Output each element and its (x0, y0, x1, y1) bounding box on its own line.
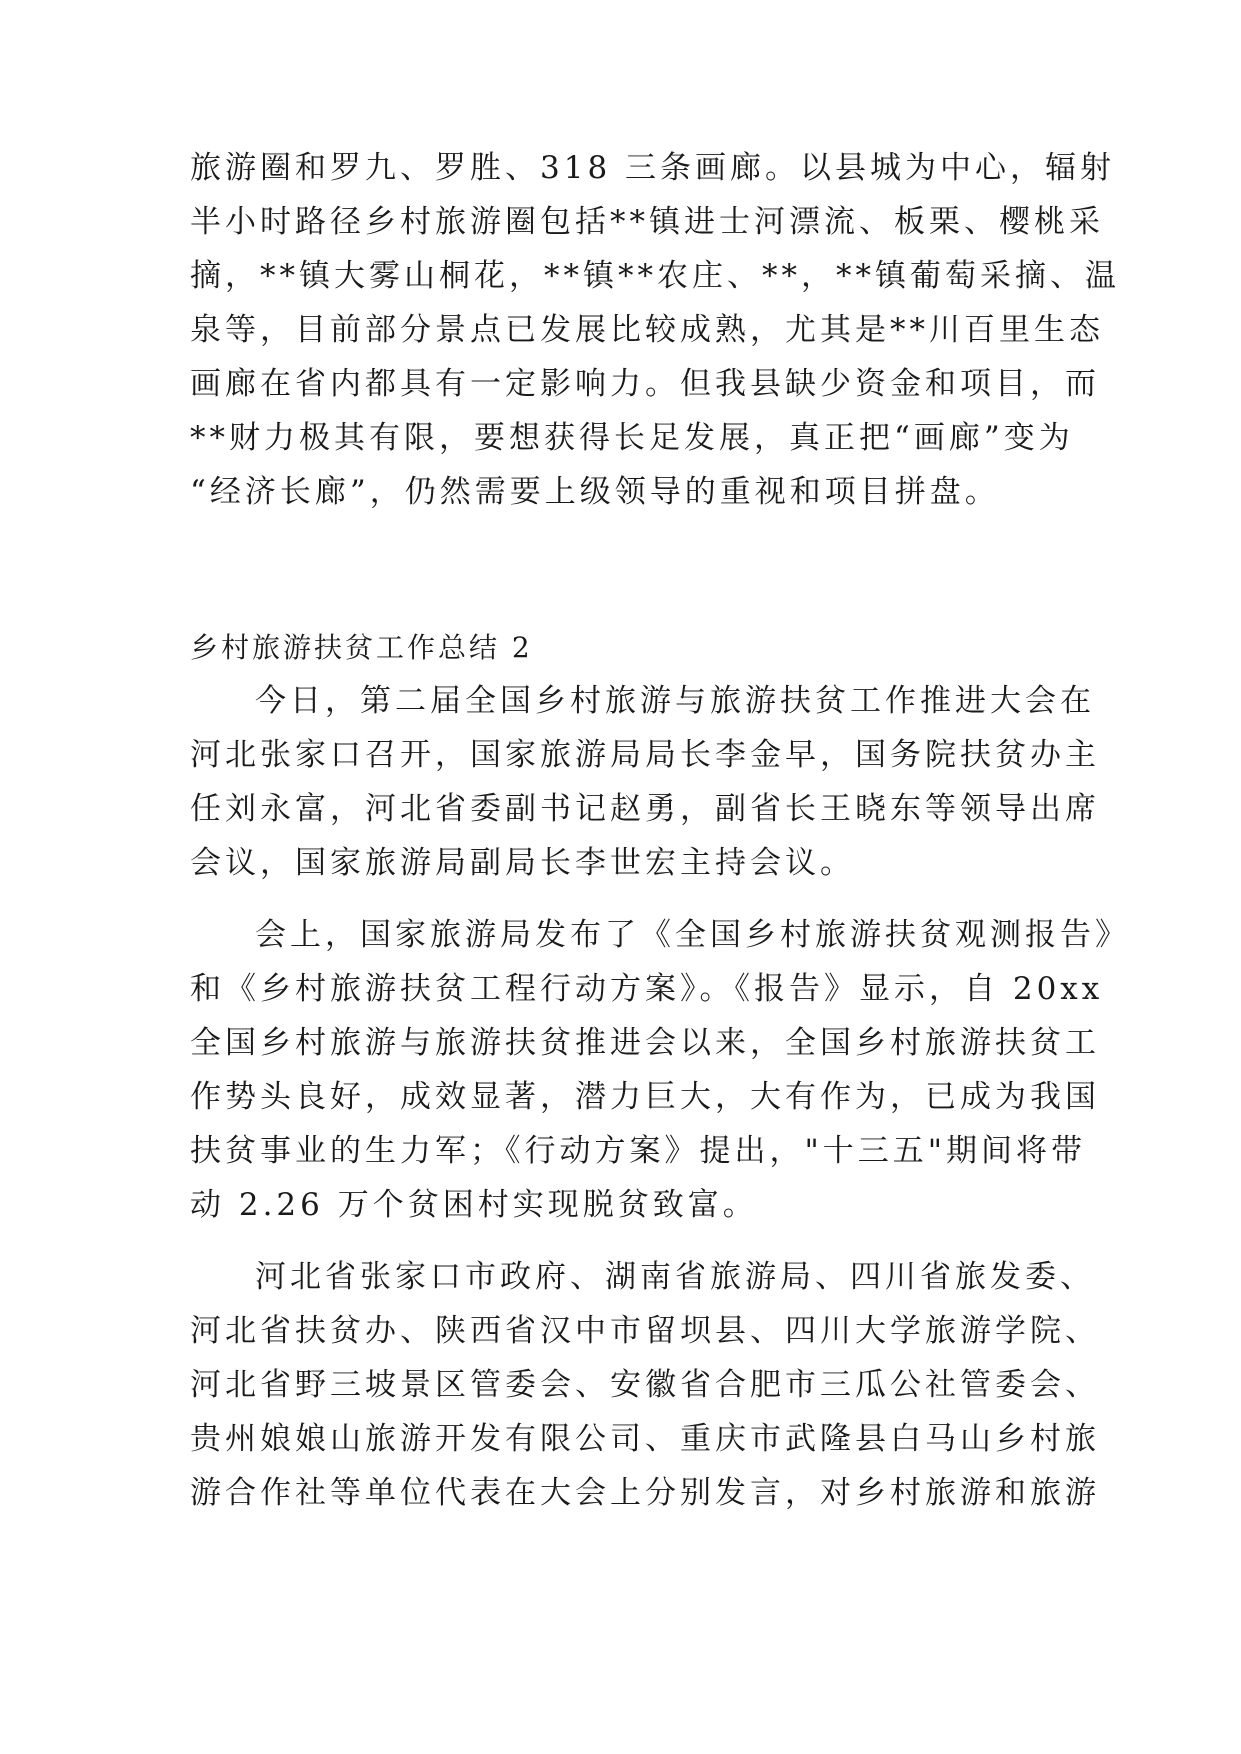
body-text-line: 和《乡村旅游扶贫工程行动方案》。《报告》显示，自 20xx (190, 971, 1104, 1007)
body-text-line: 摘，**镇大雾山桐花，**镇**农庄、**，**镇葡萄采摘、温 (190, 258, 1120, 294)
body-text-line: 扶贫事业的生力军；《行动方案》提出，"十三五"期间将带 (190, 1133, 1087, 1169)
section-heading: 乡村旅游扶贫工作总结 2 (190, 631, 533, 664)
body-text-line: 旅游圈和罗九、罗胜、318 三条画廊。以县城为中心，辐射 (190, 150, 1116, 186)
body-text-line: 半小时路径乡村旅游圈包括**镇进士河漂流、板栗、樱桃采 (190, 204, 1104, 240)
body-text-line: 泉等，目前部分景点已发展比较成熟，尤其是**川百里生态 (190, 312, 1104, 348)
body-text-line: 河北省野三坡景区管委会、安徽省合肥市三瓜公社管委会、 (190, 1367, 1100, 1403)
body-text-line: 作势头良好，成效显著，潜力巨大，大有作为，已成为我国 (190, 1079, 1100, 1115)
body-text-line: 河北省张家口市政府、湖南省旅游局、四川省旅发委、 (255, 1259, 1095, 1295)
body-text-line: 河北张家口召开，国家旅游局局长李金早，国务院扶贫办主 (190, 737, 1100, 773)
body-text-line: **财力极其有限，要想获得长足发展，真正把“画廊”变为 (190, 420, 1074, 456)
body-text-line: 会上，国家旅游局发布了《全国乡村旅游扶贫观测报告》 (255, 917, 1130, 953)
body-text-line: 任刘永富，河北省委副书记赵勇，副省长王晓东等领导出席 (190, 791, 1100, 827)
body-text-line: 贵州娘娘山旅游开发有限公司、重庆市武隆县白马山乡村旅 (190, 1421, 1100, 1457)
body-text-line: 会议，国家旅游局副局长李世宏主持会议。 (190, 845, 855, 881)
body-text-line: 河北省扶贫办、陕西省汉中市留坝县、四川大学旅游学院、 (190, 1313, 1100, 1349)
body-text-line: “经济长廊”，仍然需要上级领导的重视和项目拼盘。 (190, 474, 1000, 510)
body-text-line: 游合作社等单位代表在大会上分别发言，对乡村旅游和旅游 (190, 1475, 1100, 1511)
body-text-line: 今日，第二届全国乡村旅游与旅游扶贫工作推进大会在 (255, 683, 1095, 719)
body-text-line: 全国乡村旅游与旅游扶贫推进会以来，全国乡村旅游扶贫工 (190, 1025, 1100, 1061)
body-text-line: 画廊在省内都具有一定影响力。但我县缺少资金和项目，而 (190, 366, 1100, 402)
body-text-line: 动 2.26 万个贫困村实现脱贫致富。 (190, 1187, 758, 1223)
